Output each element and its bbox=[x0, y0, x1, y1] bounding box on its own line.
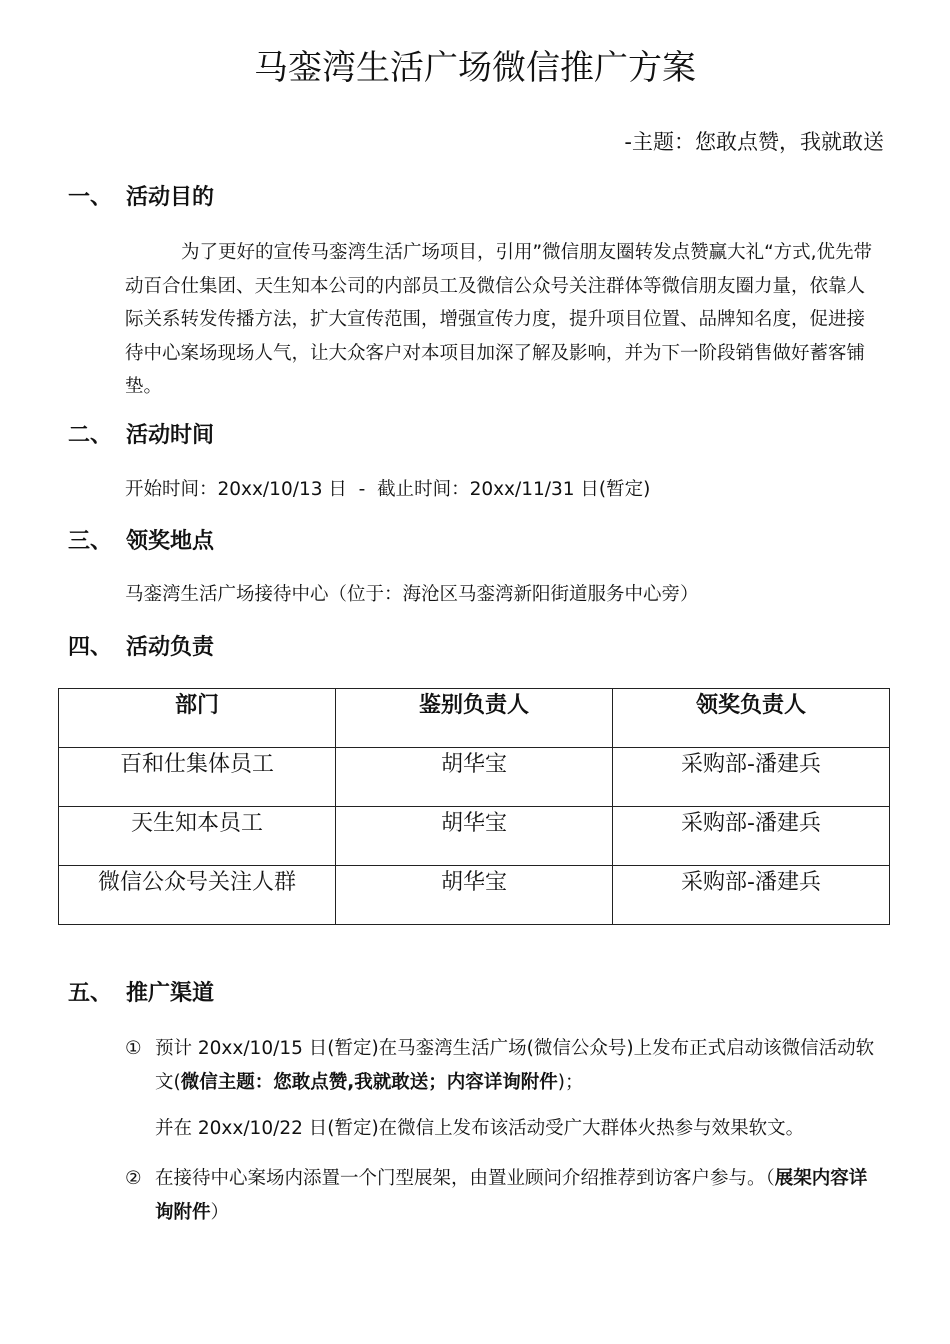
table-row bbox=[59, 866, 890, 925]
channel-item-text-end: )； bbox=[557, 1071, 584, 1093]
channel-item-text: 在接待中心案场内添置一个门型展架，由置业顾问介绍推荐到访客户参与。（ bbox=[155, 1168, 775, 1189]
table-header-row bbox=[59, 689, 890, 748]
purpose-paragraph: 为了更好的宣传马銮湾生活广场项目，引用”微信朋友圈转发点赞赢大礼“方式,优先带动百合仕集团、天生知本公司的内部员工及微信公众号关注群体等微信朋友圈力量，依靠人际关系转发传播方法，扩大宣传范围，增强宣传力度，提升项目位置、品牌知名度，促进接待中心案场现场人气，让大众客户对本项目加深了解及影响，并为下一阶段销售做好蓄客铺垫。 bbox=[125, 242, 873, 397]
table-cell: 采购部-潘建兵 bbox=[613, 807, 890, 866]
channel-item-text: 预计 20xx/10/15 日(暂定)在马銮湾生活广场(微信公众号)上发布正式启动该微信活动软文( bbox=[155, 1038, 875, 1093]
section-title: 活动目的 bbox=[126, 185, 215, 210]
section-number: 三、 bbox=[68, 529, 113, 554]
section-heading-time bbox=[68, 418, 214, 449]
section-title: 推广渠道 bbox=[126, 981, 215, 1006]
section-title: 领奖地点 bbox=[126, 529, 215, 554]
page-subtitle: -主题：您敢点赞，我就敢送 bbox=[624, 130, 884, 154]
time-paragraph: 开始时间：20xx/10/13 日 - 截止时间：20xx/11/31 日(暂定) bbox=[125, 479, 651, 500]
channel-item-text-end: ） bbox=[210, 1201, 230, 1223]
section-heading-location bbox=[68, 524, 214, 555]
section-number: 一、 bbox=[68, 185, 113, 210]
channel-item-1 bbox=[125, 1032, 885, 1099]
list-marker: ① bbox=[125, 1038, 142, 1059]
table-header-cell: 鉴别负责人 bbox=[336, 689, 613, 748]
responsibility-table bbox=[58, 688, 890, 925]
location-paragraph: 马銮湾生活广场接待中心（位于：海沧区马銮湾新阳街道服务中心旁） bbox=[125, 584, 699, 605]
table-cell: 胡华宝 bbox=[336, 807, 613, 866]
section-heading-purpose bbox=[68, 180, 214, 211]
table-header-cell: 部门 bbox=[59, 689, 336, 748]
table-cell: 胡华宝 bbox=[336, 866, 613, 925]
section-number: 五、 bbox=[68, 981, 113, 1006]
table-cell: 百和仕集体员工 bbox=[59, 748, 336, 807]
section-title: 活动时间 bbox=[126, 423, 215, 448]
table-cell: 天生知本员工 bbox=[59, 807, 336, 866]
list-marker: ② bbox=[125, 1168, 142, 1189]
section-heading-channels bbox=[68, 976, 214, 1007]
channel-item-2 bbox=[125, 1162, 885, 1229]
section-title: 活动负责 bbox=[126, 635, 215, 660]
table-header-cell: 领奖负责人 bbox=[613, 689, 890, 748]
page-title: 马銮湾生活广场微信推广方案 bbox=[254, 48, 696, 88]
table-row bbox=[59, 807, 890, 866]
channel-item-1-followup: 并在 20xx/10/22 日(暂定)在微信上发布该活动受广大群体火热参与效果软文。 bbox=[155, 1118, 805, 1139]
table-cell: 采购部-潘建兵 bbox=[613, 866, 890, 925]
channel-item-bold: 微信主题：您敢点赞,我就敢送；内容详询附件 bbox=[180, 1071, 558, 1093]
table-cell: 胡华宝 bbox=[336, 748, 613, 807]
section-heading-responsible bbox=[68, 630, 214, 661]
table-row bbox=[59, 748, 890, 807]
section-number: 二、 bbox=[68, 423, 113, 448]
table-cell: 采购部-潘建兵 bbox=[613, 748, 890, 807]
channel-item-bold: 展架内容详询附件 bbox=[155, 1168, 868, 1223]
section-number: 四、 bbox=[68, 635, 113, 660]
table-cell: 微信公众号关注人群 bbox=[59, 866, 336, 925]
